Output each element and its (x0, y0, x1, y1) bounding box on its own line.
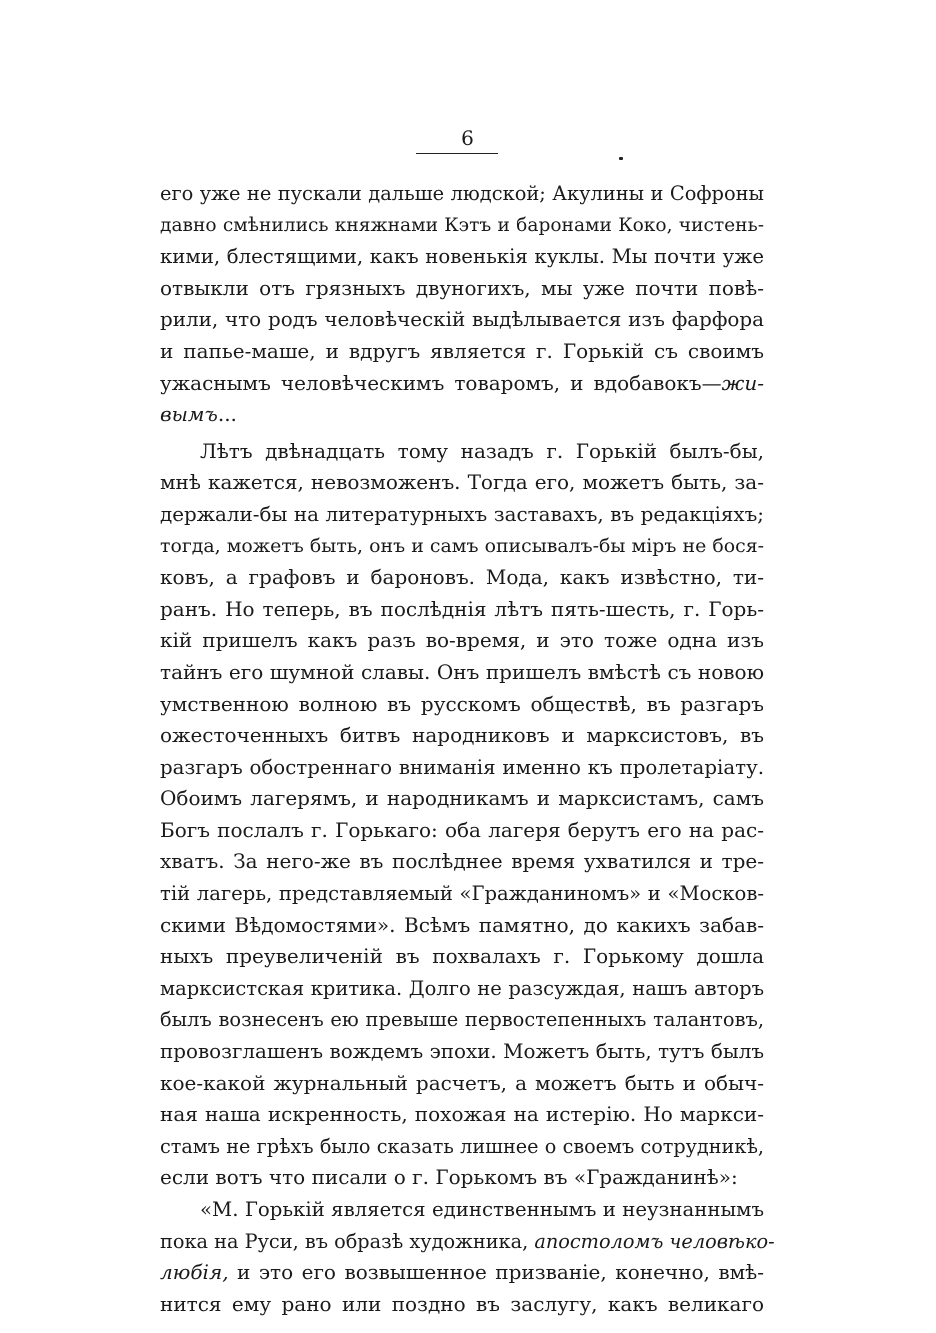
text-run: его уже не пускали дальше людской; Акулины и Софроны (160, 182, 764, 205)
print-speck (619, 157, 623, 160)
text-line (160, 657, 764, 689)
text-run: давно смѣнились княжнами Кэтъ и баронами Коко, чистень- (160, 214, 764, 236)
text-run: тій лагерь, представляемый «Гражданиномъ» и «Москов- (160, 882, 764, 906)
page-number: 6 (461, 126, 475, 150)
text-line (160, 467, 764, 499)
text-line (160, 1131, 764, 1163)
text-run: «М. Горькій является единственнымъ и неузнаннымъ (200, 1198, 764, 1221)
text-line (160, 1194, 764, 1226)
text-run: ... (217, 402, 237, 427)
text-run: и это его возвышенное призваніе, конечно, вмѣ- (228, 1260, 764, 1285)
text-line (160, 910, 764, 942)
text-run: мнѣ кажется, невозможенъ. Тогда его, можетъ быть, за- (160, 470, 764, 495)
text-run: ранъ. Но теперь, въ послѣднія лѣтъ пять-шесть, г. Горь- (160, 596, 764, 621)
text-line (160, 594, 764, 626)
text-run: кими, блестящими, какъ новенькія куклы. Мы почти уже (160, 245, 764, 269)
text-line (160, 752, 764, 784)
text-run: отвыкли отъ грязныхъ двуногихъ, мы уже почти повѣ- (160, 275, 764, 300)
text-line (160, 499, 764, 531)
text-run: рили, что родъ человѣческій выдѣлывается изъ фарфора (160, 308, 764, 332)
text-run: стамъ не грѣхъ было сказать лишнее о своемъ сотрудникѣ, (160, 1134, 764, 1158)
text-line (160, 689, 764, 721)
header-rule (416, 153, 498, 154)
text-line (160, 625, 764, 657)
text-run: ужаснымъ человѣческимъ товаромъ, и вдобавокъ— (160, 370, 722, 395)
text-line (160, 178, 764, 210)
text-run: ожесточенныхъ битвъ народниковъ и марксистовъ, въ (160, 723, 764, 748)
text-run: ныхъ преувеличеній въ похвалахъ г. Горькому дошла (160, 944, 764, 969)
text-run: разгаръ обостреннаго вниманія именно къ пролетаріату. (160, 755, 764, 779)
italic-run: вымъ (160, 402, 218, 427)
italic-run: любія, (160, 1260, 229, 1285)
text-run: Обоимъ лагерямъ, и народникамъ и марксистамъ, самъ (160, 786, 764, 811)
italic-run: апостоломъ человѣко- (534, 1229, 775, 1253)
text-line (160, 304, 764, 336)
text-run: умственною волною въ русскомъ обществѣ, въ разгаръ (160, 691, 764, 716)
text-line (160, 1036, 764, 1068)
text-run: Богъ послалъ г. Горькаго: оба лагеря берутъ его на рас- (160, 817, 764, 842)
text-line (160, 241, 764, 273)
text-line (160, 941, 764, 973)
text-run: былъ вознесенъ ею превыше первостепенныхъ талантовъ, (160, 1008, 764, 1032)
text-line (160, 720, 764, 752)
text-run: провозглашенъ вождемъ эпохи. Можетъ быть, тутъ былъ (160, 1040, 764, 1064)
text-line (160, 1289, 764, 1321)
text-run: если вотъ что писали о г. Горькомъ въ «Гражданинѣ»: (160, 1165, 738, 1190)
italic-run: жи- (721, 370, 764, 395)
text-run: пока на Руси, въ образѣ художника, (160, 1229, 535, 1253)
text-run: скими Вѣдомостями». Всѣмъ памятно, до какихъ забав- (160, 912, 764, 937)
text-line (160, 273, 764, 305)
text-line (160, 336, 764, 368)
text-run: тогда, можетъ быть, онъ и самъ описывалъ-бы міръ не бося- (160, 534, 764, 557)
text-line (160, 1257, 764, 1289)
text-line (160, 1226, 775, 1258)
text-line (160, 1099, 764, 1131)
text-line (160, 368, 764, 400)
text-run: ная наша искренность, похожая на истерію. Но маркси- (160, 1102, 764, 1127)
text-line (160, 1004, 764, 1036)
text-run: держали-бы на литературныхъ заставахъ, въ редакціяхъ; (160, 502, 764, 526)
text-run: Лѣтъ двѣнадцать тому назадъ г. Горькій былъ-бы, (200, 438, 764, 463)
text-line (160, 878, 764, 910)
text-line (160, 1162, 764, 1194)
text-line (160, 1068, 764, 1100)
text-line (160, 531, 764, 563)
text-line (160, 562, 764, 594)
text-line (160, 783, 764, 815)
text-run: ковъ, а графовъ и бароновъ. Мода, какъ извѣстно, ти- (160, 565, 764, 590)
text-line (160, 436, 764, 468)
text-run: хватъ. За него-же въ послѣднее время ухватился и тре- (160, 849, 764, 874)
text-line (160, 815, 764, 847)
text-run: кое-какой журнальный расчетъ, а можетъ быть и обыч- (160, 1070, 764, 1095)
body-text (160, 178, 775, 1320)
text-line (160, 973, 764, 1005)
text-line (160, 210, 764, 242)
text-run: кій пришелъ какъ разъ во-время, и это тоже одна изъ (160, 628, 764, 653)
text-line (160, 846, 764, 878)
text-run: тайнъ его шумной славы. Онъ пришелъ вмѣстѣ съ новою (160, 659, 764, 684)
text-run: марксистская критика. Долго не разсуждая, нашъ авторъ (160, 976, 764, 1000)
text-run: нится ему рано или поздно въ заслугу, какъ великаго (160, 1291, 764, 1316)
text-run: и папье-маше, и вдругъ является г. Горькій съ своимъ (160, 338, 764, 363)
text-line (160, 399, 764, 431)
